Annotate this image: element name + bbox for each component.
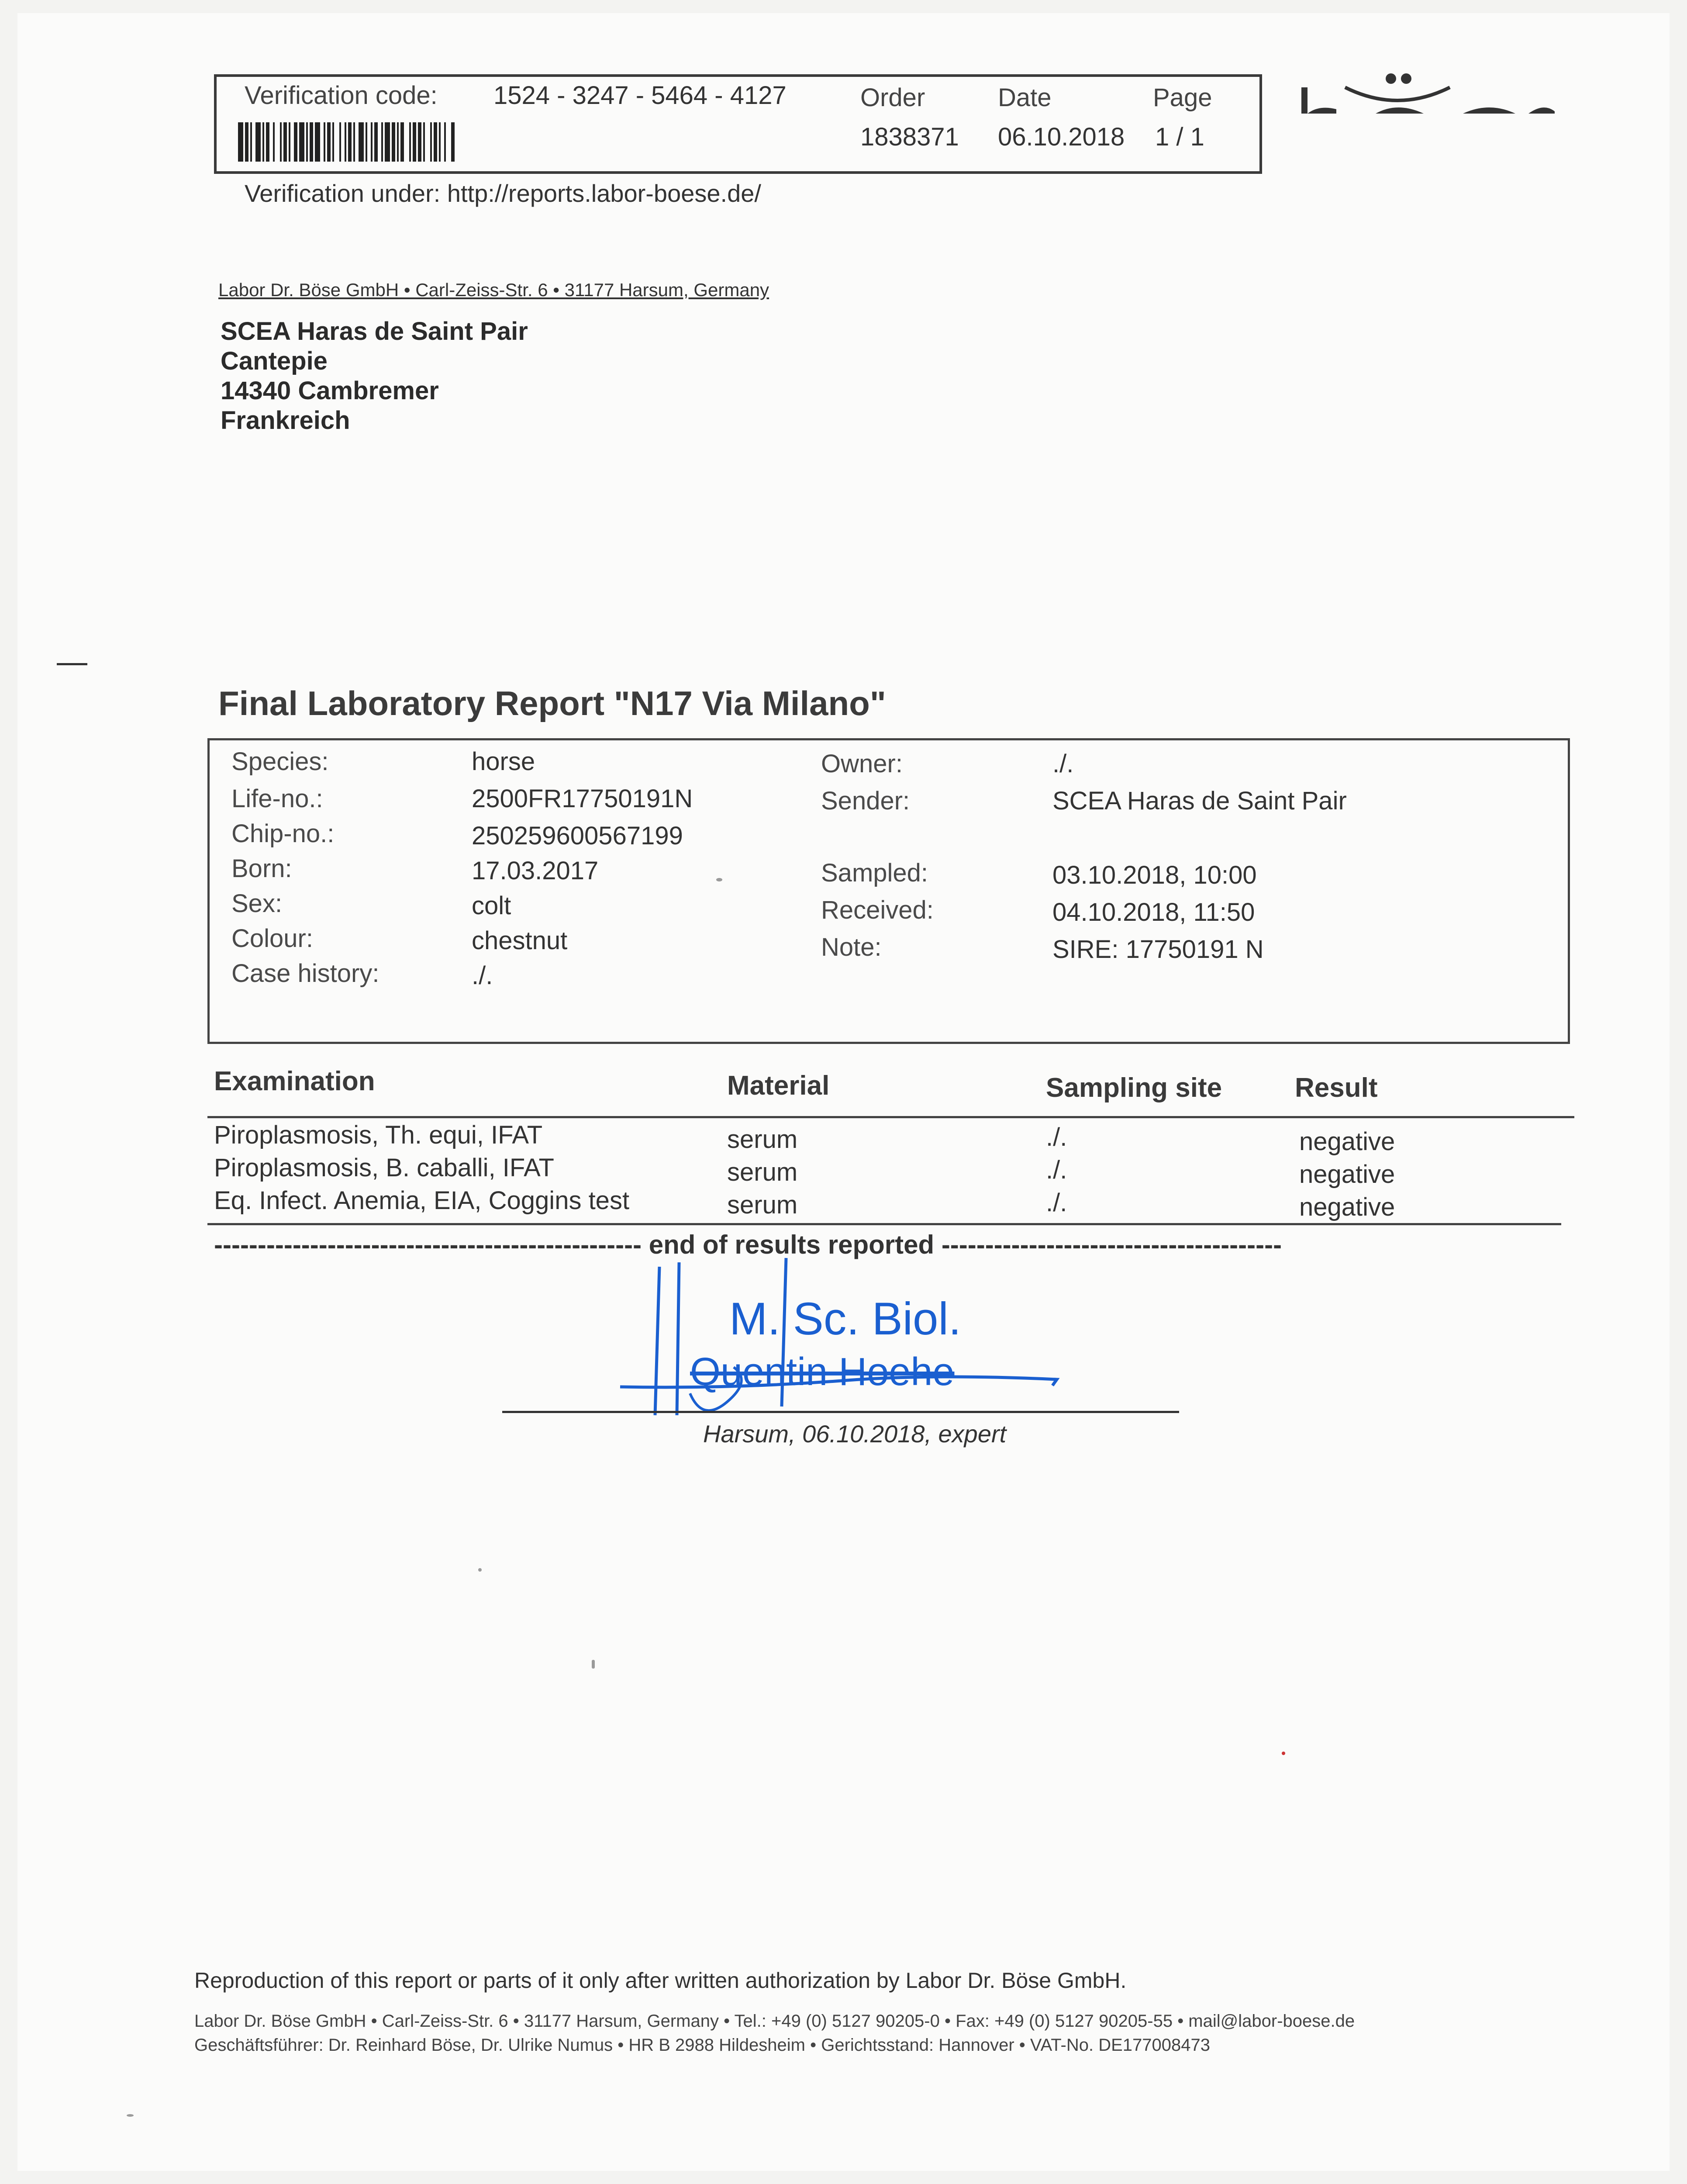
verification-code-label: Verification code: [245,81,438,110]
lifeno-label: Life-no.: [231,784,323,813]
sampled-label: Sampled: [821,859,928,887]
owner-label: Owner: [821,750,903,778]
material-cell: serum [727,1191,798,1219]
site-cell: ./. [1046,1156,1067,1184]
result-cell: negative [1299,1127,1395,1156]
species-label: Species: [231,747,329,776]
date-value: 06.10.2018 [998,123,1125,151]
sender-label: Sender: [821,787,910,815]
exam-cell: Piroplasmosis, Th. equi, IFAT [214,1121,543,1149]
table-bottom-rule [207,1223,1561,1225]
signature-caption: Harsum, 06.10.2018, expert [703,1420,1007,1448]
scan-speck [1282,1752,1285,1755]
note-label: Note: [821,933,882,961]
sex-label: Sex: [231,889,283,918]
col-sampling-site: Sampling site [1046,1073,1222,1103]
signature-name: Quentin Hoehe [690,1350,955,1394]
chipno-value: 250259600567199 [472,822,683,850]
report-title: Final Laboratory Report "N17 Via Milano" [218,684,886,722]
recipient-line3: 14340 Cambremer [221,377,439,405]
footer-registration: Geschäftsführer: Dr. Reinhard Böse, Dr. Ulrike Numus • HR B 2988 Hildesheim • Gerichtsstand: Hannover • VAT-No. DE177008473 [194,2035,1210,2055]
recipient-name: SCEA Haras de Saint Pair [221,317,528,346]
species-value: horse [472,747,535,776]
signature-title: M. Sc. Biol. [729,1293,961,1344]
born-label: Born: [231,854,292,883]
colour-label: Colour: [231,924,313,953]
result-cell: negative [1299,1193,1395,1221]
case-history-value: ./. [472,961,493,990]
recipient-line2: Cantepie [221,347,328,375]
margin-fold-mark [57,663,87,665]
received-value: 04.10.2018, 11:50 [1052,898,1255,926]
case-history-label: Case history: [231,959,379,988]
col-material: Material [727,1071,830,1101]
signature-rule [502,1411,1179,1413]
note-value: SIRE: 17750191 N [1052,935,1264,964]
footer-address: Labor Dr. Böse GmbH • Carl-Zeiss-Str. 6 • 31177 Harsum, Germany • Tel.: +49 (0) 5127 90205-0 • Fax: +49 (0) 5127 90205-55 • mail@labor-boese.de [194,2011,1355,2031]
col-examination: Examination [214,1066,375,1096]
lifeno-value: 2500FR17750191N [472,784,693,813]
lab-sender-line: Labor Dr. Böse GmbH • Carl-Zeiss-Str. 6 • 31177 Harsum, Germany [218,280,769,300]
recipient-address [221,317,528,435]
patient-info-box [207,738,1570,1044]
verification-code-value: 1524 - 3247 - 5464 - 4127 [493,81,787,110]
col-result: Result [1295,1073,1378,1103]
order-label: Order [860,83,925,112]
date-label: Date [998,83,1052,112]
end-of-results-line: ------------------------------------------------- end of results reported --------------------------------------- [214,1230,1282,1259]
chipno-label: Chip-no.: [231,819,335,848]
result-cell: negative [1299,1160,1395,1189]
scan-speck [127,2114,134,2117]
exam-cell: Eq. Infect. Anemia, EIA, Coggins test [214,1186,630,1215]
sex-value: colt [472,892,511,920]
verification-url: Verification under: http://reports.labor-boese.de/ [245,180,761,207]
site-cell: ./. [1046,1189,1067,1217]
sampled-value: 03.10.2018, 10:00 [1052,861,1257,889]
table-header-rule [207,1116,1574,1118]
scan-speck [716,878,722,881]
footer-reproduction-note: Reproduction of this report or parts of it only after written authorization by Labor Dr. Böse GmbH. [194,1968,1127,1993]
material-cell: serum [727,1125,798,1154]
lab-logo [1293,70,1555,122]
born-value: 17.03.2017 [472,857,599,885]
recipient-line4: Frankreich [221,406,350,435]
exam-cell: Piroplasmosis, B. caballi, IFAT [214,1154,554,1182]
sender-value: SCEA Haras de Saint Pair [1052,787,1347,815]
site-cell: ./. [1046,1123,1067,1151]
page-value: 1 / 1 [1155,123,1204,151]
page-label: Page [1153,83,1212,112]
scan-speck [478,1568,482,1572]
colour-value: chestnut [472,926,568,955]
barcode [238,122,574,162]
order-value: 1838371 [860,123,959,151]
received-label: Received: [821,896,934,924]
material-cell: serum [727,1158,798,1186]
owner-value: ./. [1052,750,1074,778]
scan-speck [592,1660,595,1669]
